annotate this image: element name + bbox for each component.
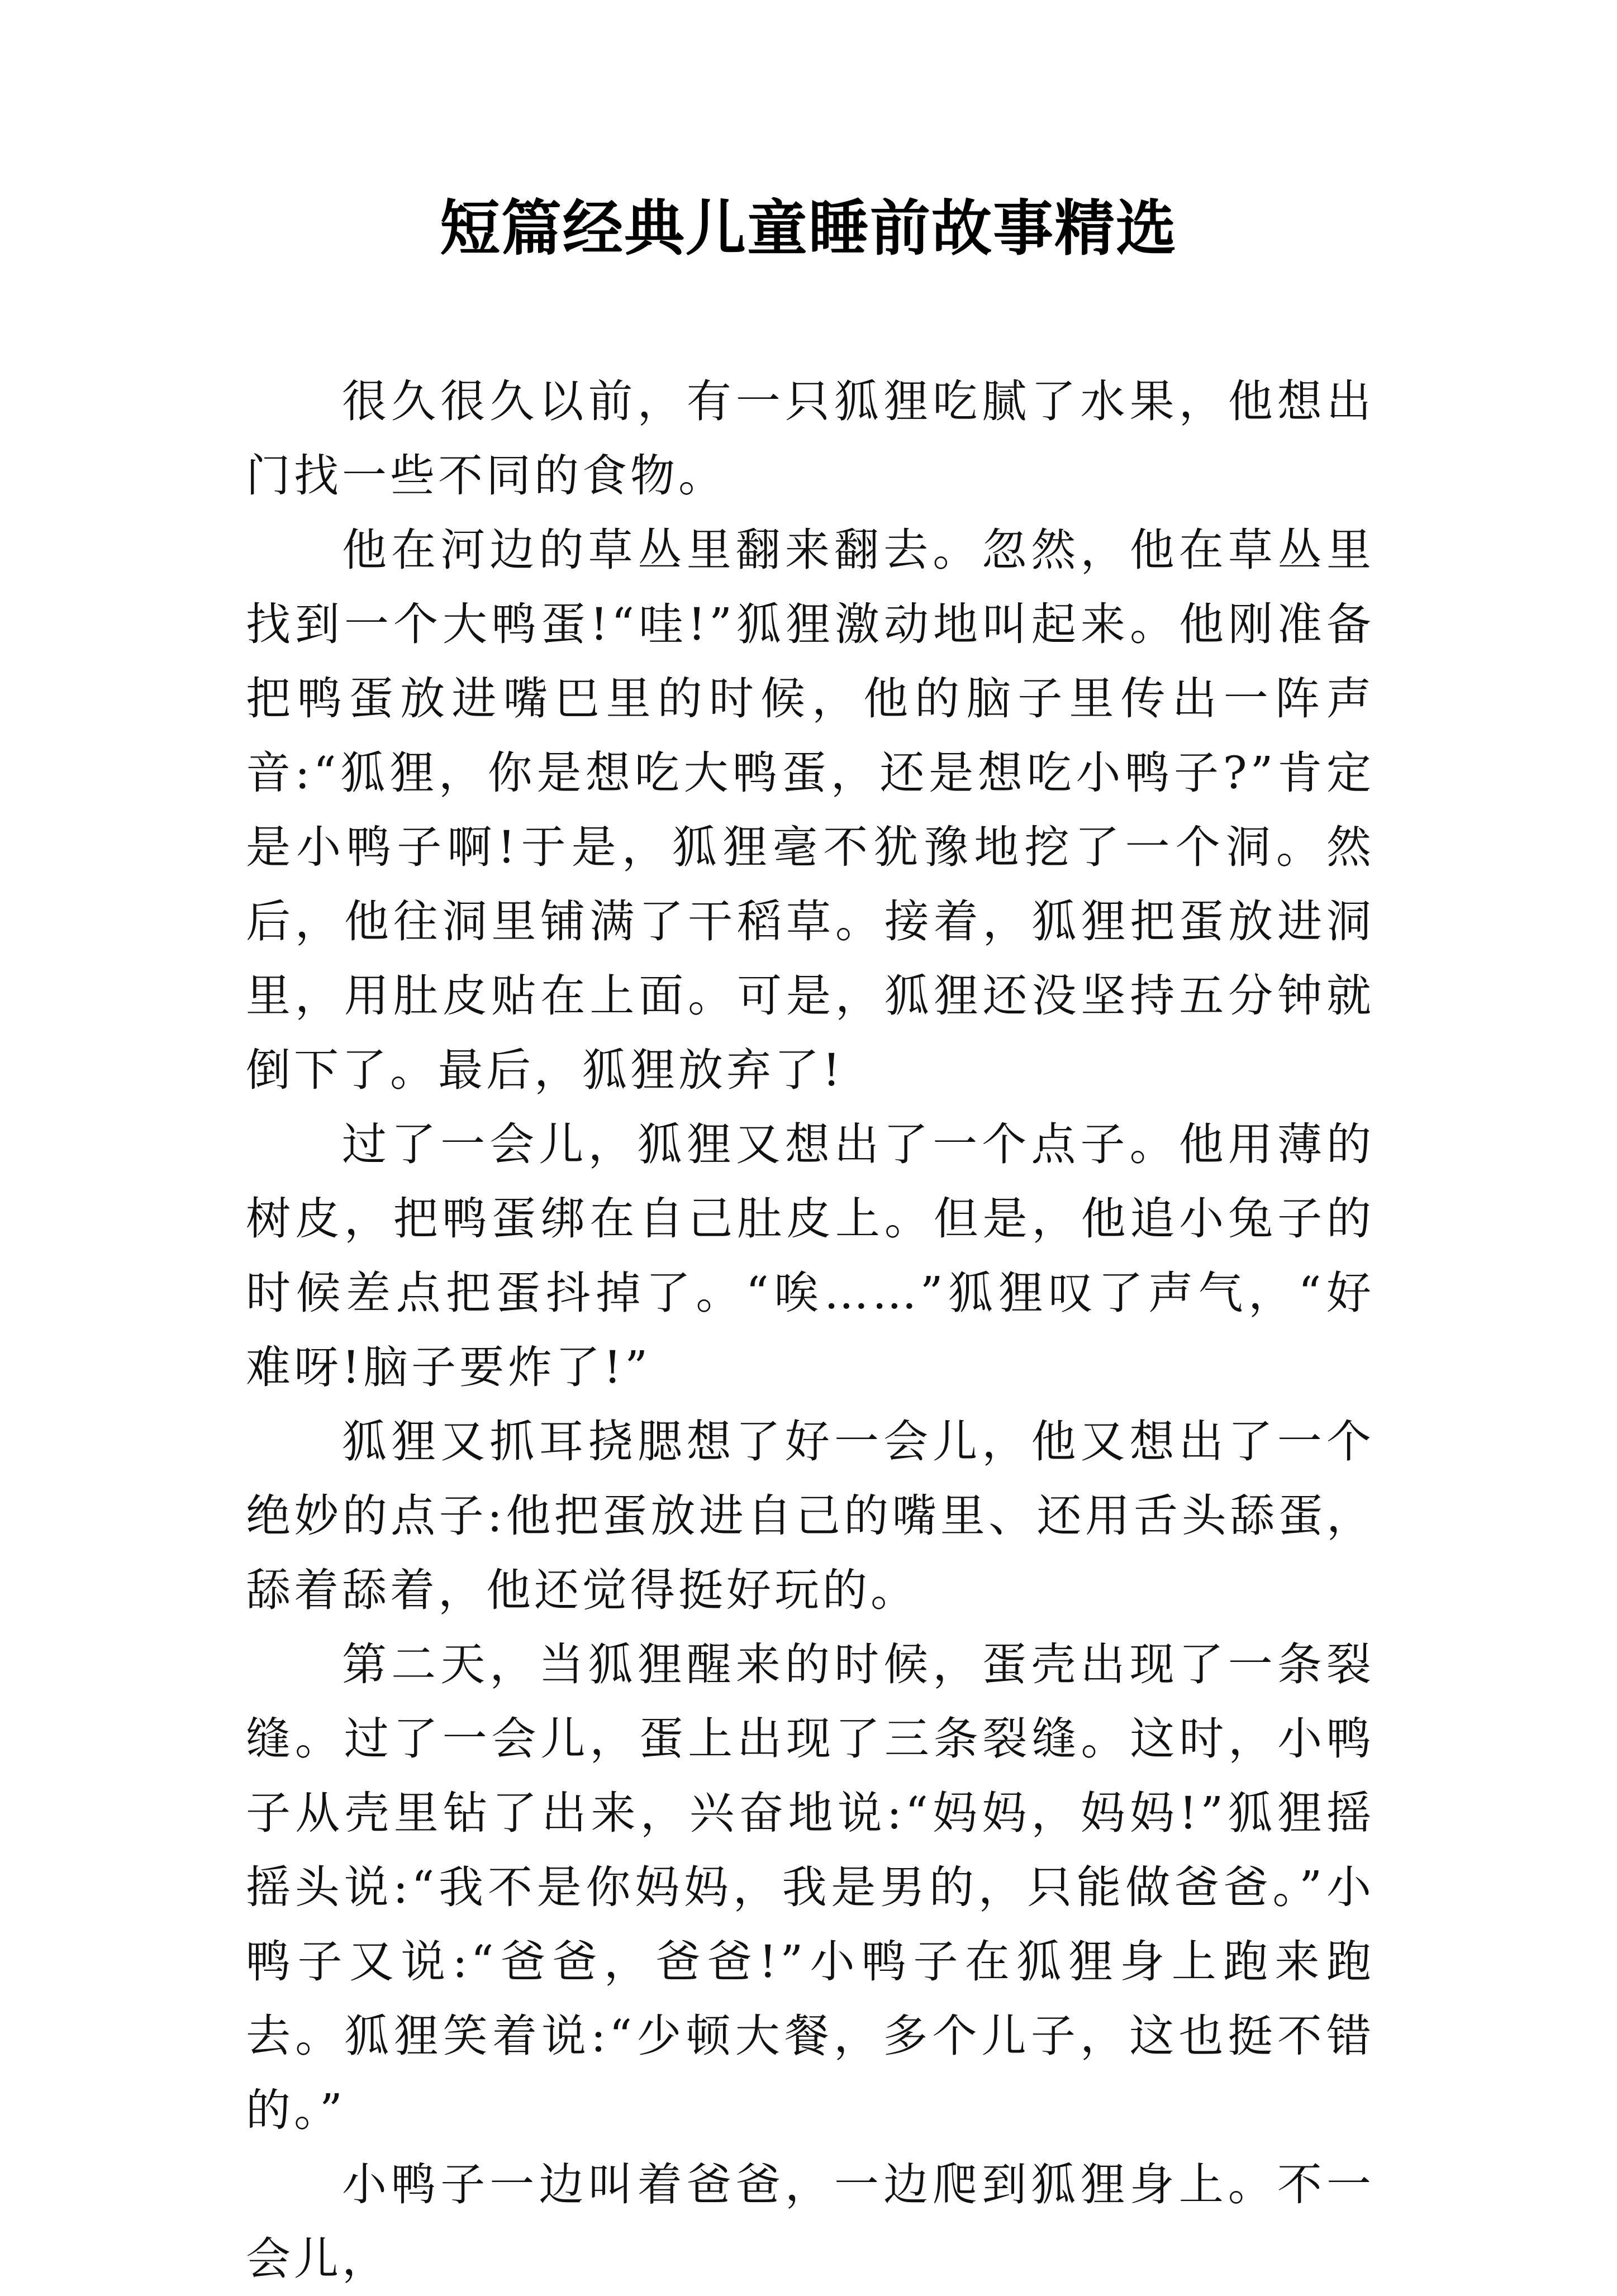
paragraph-6: 小鸭子一边叫着爸爸，一边爬到狐狸身上。不一会儿，	[246, 2159, 1375, 2285]
paragraph-1: 很久很久以前，有一只狐狸吃腻了水果，他想出门找一些不同的食物。	[246, 375, 1375, 502]
document-body	[246, 364, 1375, 2296]
paragraph-4: 狐狸又抓耳挠腮想了好一会儿，他又想出了一个绝妙的点子:他把蛋放进自己的嘴里、还用舌头舔蛋，舔着舔着，他还觉得挺好玩的。	[246, 1416, 1375, 1616]
paragraph-2: 他在河边的草丛里翻来翻去。忽然，他在草丛里找到一个大鸭蛋!“哇!”狐狸激动地叫起来。他刚准备把鸭蛋放进嘴巴里的时候，他的脑子里传出一阵声音:“狐狸，你是想吃大鸭蛋，还是想吃小鸭子?”肯定是小鸭子啊!于是，狐狸毫不犹豫地挖了一个洞。然后，他往洞里铺满了干稻草。接着，狐狸把蛋放进洞里，用肚皮贴在上面。可是，狐狸还没坚持五分钟就倒下了。最后，狐狸放弃了!	[246, 524, 1375, 1096]
document-title: 短篇经典儿童睡前故事精选	[439, 194, 1177, 264]
paragraph-3: 过了一会儿，狐狸又想出了一个点子。他用薄的树皮，把鸭蛋绑在自己肚皮上。但是，他追小兔子的时候差点把蛋抖掉了。“唉……”狐狸叹了声气，“好难呀!脑子要炸了!”	[246, 1118, 1375, 1393]
paragraph-5: 第二天，当狐狸醒来的时候，蛋壳出现了一条裂缝。过了一会儿，蛋上出现了三条裂缝。这时，小鸭子从壳里钻了出来，兴奋地说:“妈妈，妈妈!”狐狸摇摇头说:“我不是你妈妈，我是男的，只能做爸爸。”小鸭子又说:“爸爸，爸爸!”小鸭子在狐狸身上跑来跑去。狐狸笑着说:“少顿大餐，多个儿子，这也挺不错的。”	[246, 1638, 1375, 2136]
